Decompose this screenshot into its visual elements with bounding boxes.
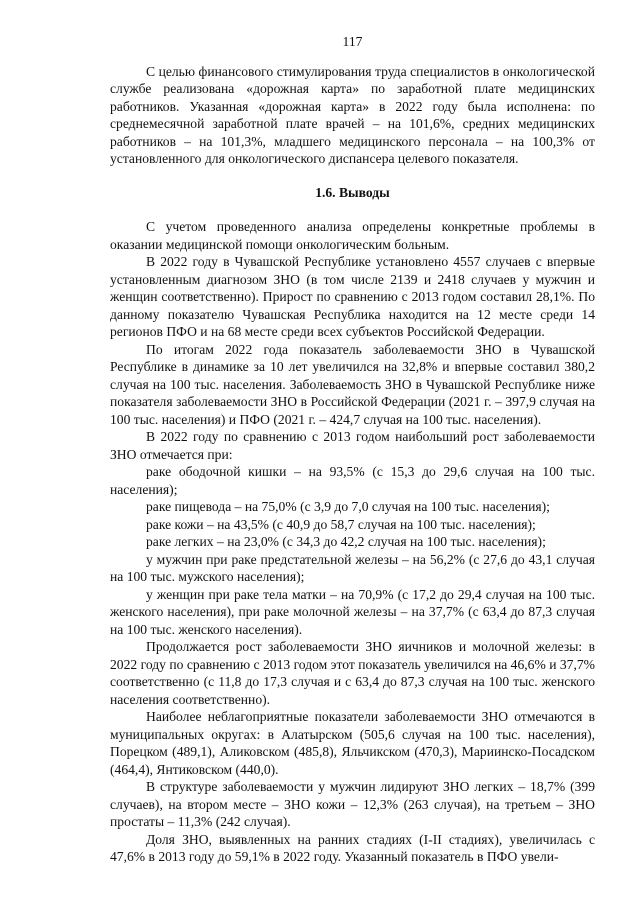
paragraph-early-stage-share: Доля ЗНО, выявленных на ранних стадиях (I-II стадиях), увеличилась с 47,6% в 2013 году до 59,1% в 2022 году. Указанный показатель в ПФО увели- — [110, 831, 595, 864]
paragraph-male-structure: В структуре заболеваемости у мужчин лидируют ЗНО легких – 18,7% (399 случаев), на втором месте – ЗНО кожи – 12,3% (263 случая), на третьем – ЗНО простаты – 11,3% (242 случая). — [110, 779, 595, 829]
paragraph-growth-intro: В 2022 году по сравнению с 2013 годом наибольший рост заболеваемости ЗНО отмечается при: — [110, 429, 595, 462]
paragraph-incidence-dynamics: По итогам 2022 года показатель заболеваемости ЗНО в Чувашской Республике в динамике за 10 лет увеличился на 32,8% и впервые составил 380,2 случая на 100 тыс. населения. Заболеваемость ЗНО в Чувашской Республике ниже показателя заболеваемости ЗНО в Российской Федерации (2021 г. – 397,9 случая на 100 тыс. населения) и ПФО (2021 г. – 424,7 случая на 100 тыс. населения). — [110, 341, 595, 427]
list-item-skin-cancer: раке кожи – на 43,5% (с 40,9 до 58,7 случая на 100 тыс. населения); — [146, 516, 536, 532]
page-number: 117 — [342, 34, 363, 49]
paragraph-analysis-intro: С учетом проведенного анализа определены конкретные проблемы в оказании медицинской помощи онкологическим больным. — [110, 219, 595, 252]
section-heading: 1.6. Выводы — [315, 184, 390, 200]
intro-paragraph: С целью финансового стимулирования труда специалистов в онкологической службе реализована «дорожная карта» по заработной плате медицинских работников. Указанная «дорожная карта» в 2022 году была исполнена: по среднемесячной заработной плате врачей – на 101,6%, средних медицинских работников – на 101,3%, младшего медицинского персонала – на 100,3% от установленного для онкологического диспансера целевого показателя. — [110, 63, 595, 166]
list-item-prostate-cancer: у мужчин при раке предстательной железы – на 56,2% (с 27,6 до 43,1 случая на 100 тыс. мужского населения); — [110, 551, 595, 584]
list-item-colon-cancer: раке ободочной кишки – на 93,5% (с 15,3 до 29,6 случая на 100 тыс. населения); — [110, 464, 595, 497]
paragraph-municipal-districts: Наиболее неблагоприятные показатели заболеваемости ЗНО отмечаются в муниципальных округах: в Алатырском (505,6 случая на 100 тыс. населения), Порецком (489,1), Аликовском (485,8), Яльчикском (470,3), Мариинско-Посадском (464,4), Янтиковском (440,0). — [110, 709, 595, 777]
list-item-lung-cancer: раке легких – на 23,0% (с 34,3 до 42,2 случая на 100 тыс. населения); — [146, 534, 546, 549]
paragraph-cases-2022: В 2022 году в Чувашской Республике установлено 4557 случаев с впервые установленным диагнозом ЗНО (в том числе 2139 и 2418 случаев у мужчин и женщин соответственно). Прирост по сравнению с 2013 годом составил 28,1%. По данному показателю Чувашская Республика находится на 12 месте среди 14 регионов ПФО и на 68 месте среди всех субъектов Российской Федерации. — [110, 254, 595, 339]
list-item-female-cancers: у женщин при раке тела матки – на 70,9% (с 17,2 до 29,4 случая на 100 тыс. женского населения), при раке молочной железы – на 37,7% (с 63,4 до 87,3 случая на 100 тыс. женского населения). — [110, 586, 595, 637]
list-item-esophageal-cancer: раке пищевода – на 75,0% (с 3,9 до 7,0 случая на 100 тыс. населения); — [146, 499, 550, 514]
paragraph-ovarian-breast-growth: Продолжается рост заболеваемости ЗНО яичников и молочной железы: в 2022 году по сравнению с 2013 годом этот показатель увеличился на 46,6% и 37,7% соответственно (с 11,8 до 17,3 случая и с 63,4 до 87,3 случая на 100 тыс. женского населения соответственно). — [110, 639, 595, 707]
